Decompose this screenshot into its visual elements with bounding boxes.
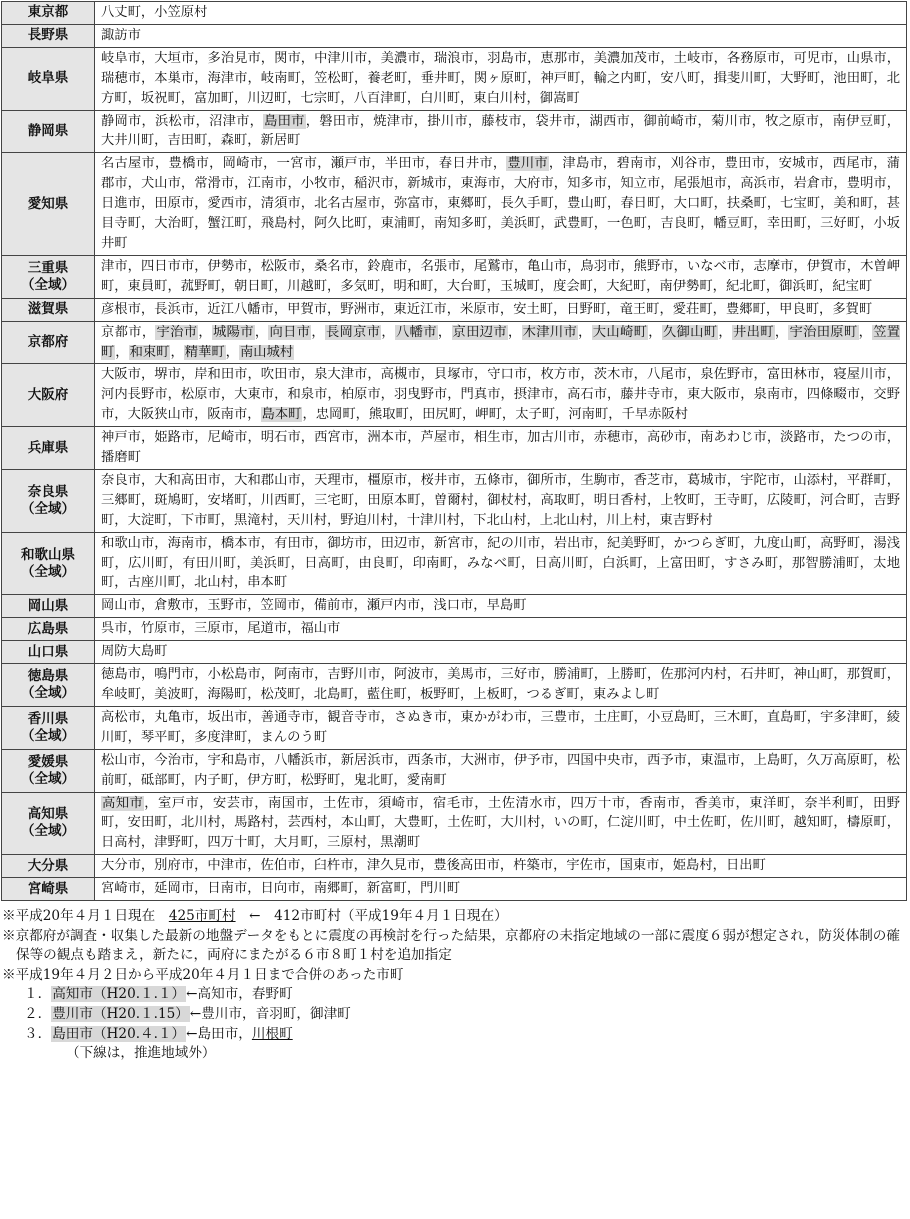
table-row — [2, 298, 907, 321]
municipality-list — [95, 153, 907, 256]
municipality-text: 高松市，丸亀市，坂出市，善通寺市，観音寺市，さぬき市，東かがわ市，三豊市，土庄町，小豆島町，三木町，直島町，宇多津町，綾川町，琴平町，多度津町，まんのう町 — [101, 709, 900, 745]
highlighted-municipality: 木津川市 — [522, 324, 578, 340]
table-row — [2, 595, 907, 618]
municipality-text: 岡山市，倉敷市，玉野市，笠岡市，備前市，瀬戸内市，浅口市，早島町 — [101, 598, 527, 614]
municipality-list — [95, 664, 907, 707]
note-mergers-heading: ※平成19年４月２日から平成20年４月１日まで合併のあった市町 — [2, 966, 404, 983]
municipality-text: ， — [578, 324, 592, 340]
highlighted-municipality: 精華町 — [184, 344, 225, 360]
table-row — [2, 153, 907, 256]
note-count-current: 425市町村 — [168, 908, 236, 924]
prefecture-name — [2, 255, 95, 298]
prefecture-scope: （全域） — [21, 685, 75, 701]
municipality-list — [95, 855, 907, 878]
municipality-list — [95, 618, 907, 641]
municipality-list — [95, 749, 907, 792]
municipality-text: 神戸市，姫路市，尼崎市，明石市，西宮市，洲本市，芦屋市，相生市，加古川市，赤穂市，高砂市，南あわじ市，淡路市，たつの市，播磨町 — [101, 430, 900, 466]
merger-city: 豊川市（H20.１.15） — [52, 1005, 189, 1022]
table-row — [2, 255, 907, 298]
prefecture-label: 徳島県 — [27, 668, 69, 684]
municipality-text: 八丈町，小笠原村 — [101, 5, 208, 20]
municipality-list — [95, 641, 907, 664]
prefecture-name — [2, 298, 95, 321]
municipality-list — [95, 47, 907, 110]
prefecture-label: 高知県 — [27, 806, 69, 823]
municipality-list — [95, 24, 907, 47]
table-row — [2, 427, 907, 470]
table-row — [2, 706, 907, 749]
table-row — [2, 641, 907, 664]
municipality-text: ， — [648, 324, 662, 340]
prefecture-name — [2, 24, 95, 47]
table-row — [2, 749, 907, 792]
prefecture-name — [2, 855, 95, 878]
table-row — [2, 47, 907, 110]
prefecture-name — [2, 532, 95, 595]
prefecture-label: 愛媛県 — [27, 753, 69, 770]
municipality-text: 呉市，竹原市，三原市，尾道市，福山市 — [101, 621, 341, 637]
table-row — [2, 321, 907, 364]
municipality-text: ， — [311, 324, 325, 340]
highlighted-municipality: 大山崎町 — [592, 324, 648, 340]
prefecture-label: 山口県 — [27, 643, 69, 660]
prefecture-label: 長野県 — [27, 27, 69, 44]
prefecture-name — [2, 469, 95, 532]
table-row — [2, 469, 907, 532]
highlighted-municipality: 豊川市 — [507, 156, 548, 172]
prefecture-scope: （全域） — [21, 563, 75, 580]
prefecture-name — [2, 110, 95, 153]
highlighted-municipality: 京田辺市 — [452, 324, 508, 340]
notes-section — [2, 907, 906, 1064]
highlighted-municipality: 笠置町 — [101, 324, 901, 360]
highlighted-municipality: 和束町 — [129, 344, 170, 360]
prefecture-label: 兵庫県 — [27, 439, 69, 456]
municipality-list — [95, 255, 907, 298]
prefecture-label: 京都府 — [27, 334, 69, 350]
prefecture-name — [2, 878, 95, 901]
municipality-text: ， — [381, 324, 396, 340]
municipality-list — [95, 792, 907, 855]
prefecture-name — [2, 792, 95, 855]
prefecture-label: 岐阜県 — [27, 70, 69, 87]
municipality-list — [95, 110, 907, 153]
merger-item: １．高知市（H20.１.１）←高知市，春野町 — [24, 986, 293, 1003]
table-row — [2, 2, 907, 25]
prefecture-label: 東京都 — [27, 4, 69, 21]
prefecture-scope: （全域） — [21, 770, 75, 787]
municipality-text: ， — [718, 324, 732, 340]
prefecture-name — [2, 618, 95, 641]
municipality-list — [95, 706, 907, 749]
municipality-text: 周防大島町 — [101, 644, 168, 660]
prefecture-label: 愛知県 — [27, 195, 69, 212]
municipality-text: 大分市，別府市，中津市，佐伯市，臼杵市，津久見市，豊後高田市，杵築市，宇佐市，国東市，姫島村，日出町 — [101, 858, 766, 874]
prefecture-label: 宮崎県 — [27, 880, 69, 897]
municipality-list — [95, 427, 907, 470]
prefecture-label: 奈良県 — [27, 483, 69, 500]
municipality-text: ， — [254, 324, 269, 340]
municipality-text: 京都市， — [101, 324, 156, 340]
municipality-text: ，忠岡町，熊取町，田尻町，岬町，太子町，河南町，千早赤阪村 — [302, 407, 689, 423]
municipality-text: 静岡市，浜松市，沼津市， — [101, 113, 264, 129]
municipality-text: ，津島市，碧南市，刈谷市，豊田市，安城市，西尾市，蒲郡市，犬山市，常滑市，江南市，小牧市，稲沢市，新城市，東海市，大府市，知多市，知立市，尾張旭市，高浜市，岩倉市，豊明市，日進市，田原市，愛西市，清須市，北名古屋市，弥富市，東郷町，長久手町，豊山町，春日町，大口町，扶桑町，七宝町，美和町，甚目寺町，大治町，蟹江町，飛島村，阿久比町，東浦町，南知多町，美浜町，武豊町，一色町，吉良町，幡豆町，幸田町，三好町，小坂井町 — [101, 156, 901, 251]
highlighted-municipality: 八幡市 — [396, 324, 437, 340]
note-kyoto: ※京都府が調査・収集した最新の地盤データをもとに震度の再検討を行った結果，京都府の未指定地域の一部に震度６弱が想定され，防災体制の確保等の観点も踏まえ，新たに，両府にまたがる６市８町１村を追加指定 — [2, 927, 900, 964]
municipality-text: 宮崎市，延岡市，日南市，日向市，南郷町，新富町，門川町 — [101, 881, 461, 897]
prefecture-name — [2, 321, 95, 364]
prefecture-name — [2, 595, 95, 618]
note-count-previous: ← 412市町村（平成19年４月１日現在） — [235, 908, 508, 924]
prefecture-name — [2, 749, 95, 792]
municipality-list — [95, 469, 907, 532]
prefecture-label: 静岡県 — [27, 122, 69, 139]
table-row — [2, 532, 907, 595]
table-row — [2, 855, 907, 878]
merger-city: 島田市（H20.４.１） — [52, 1025, 186, 1042]
prefecture-label: 和歌山県 — [21, 546, 75, 563]
highlighted-municipality: 南山城村 — [239, 344, 294, 360]
municipality-text: 徳島市，鳴門市，小松島市，阿南市，吉野川市，阿波市，美馬市，三好市，勝浦町，上勝町，佐那河内村，石井町，神山町，那賀町，牟岐町，美波町，海陽町，松茂町，北島町，藍住町，板野町，上板町，つるぎ町，東みよし町 — [101, 667, 900, 702]
table-row — [2, 364, 907, 427]
prefecture-label: 広島県 — [27, 620, 69, 637]
highlighted-municipality: 久御山町 — [662, 324, 718, 340]
highlighted-municipality: 島本町 — [261, 407, 302, 423]
municipality-list — [95, 321, 907, 364]
municipality-text: 松山市，今治市，宇和島市，八幡浜市，新居浜市，西条市，大洲市，伊予市，四国中央市，西予市，東温市，上島町，久万高原町，松前町，砥部町，内子町，伊方町，松野町，鬼北町，愛南町 — [101, 752, 900, 788]
prefecture-name — [2, 706, 95, 749]
table-body — [2, 2, 907, 901]
municipality-text: ， — [858, 324, 873, 340]
table-row — [2, 618, 907, 641]
table-row — [2, 664, 907, 707]
highlighted-municipality: 宇治田原町 — [789, 324, 858, 340]
municipality-text: ， — [225, 344, 239, 360]
merger-item: ３．島田市（H20.４.１）←島田市，川根町 — [24, 1025, 293, 1042]
municipality-text: 津市，四日市市，伊勢市，松阪市，桑名市，鈴鹿市，名張市，尾鷲市，亀山市，鳥羽市，熊野市，いなべ市，志摩市，伊賀市，木曽岬町，東員町，菰野町，朝日町，川越町，多気町，明和町，大台町，玉城町，度会町，大紀町，南伊勢町，紀北町，御浜町，紀宝町 — [101, 258, 900, 294]
merger-underlined-town: 川根町 — [251, 1025, 293, 1042]
municipality-list — [95, 364, 907, 427]
municipality-list — [95, 2, 907, 25]
municipality-text: ，磐田市，焼津市，掛川市，藤枝市，袋井市，湖西市，御前崎市，菊川市，牧之原市，南伊豆町，大井川町，吉田町，森町，新居町 — [101, 113, 901, 149]
municipality-text: 岐阜市，大垣市，多治見市，関市，中津川市，美濃市，瑞浪市，羽島市，恵那市，美濃加茂市，土岐市，各務原市，可児市，山県市，瑞穂市，本巣市，海津市，岐南町，笠松町，養老町，垂井町，関ヶ原町，神戸町，輪之内町，安八町，揖斐川町，大野町，池田町，北方町，坂祝町，富加町，川辺町，七宗町，八百津町，白川町，東白川村，御嵩町 — [101, 50, 900, 106]
prefecture-name — [2, 641, 95, 664]
municipality-text: ， — [437, 324, 452, 340]
prefecture-name — [2, 47, 95, 110]
prefecture-label: 香川県 — [27, 710, 69, 727]
prefecture-scope: （全域） — [21, 500, 75, 517]
municipality-text: ， — [508, 324, 522, 340]
note-footnote: （下線は，推進地域外） — [66, 1045, 216, 1062]
merger-city: 高知市（H20.１.１） — [52, 986, 186, 1003]
municipality-list — [95, 532, 907, 595]
highlighted-municipality: 井出町 — [732, 324, 774, 340]
prefecture-municipality-table — [1, 1, 907, 901]
table-row — [2, 110, 907, 153]
municipality-text: 諏訪市 — [101, 27, 141, 43]
note-count-prefix: ※平成20年４月１日現在 — [2, 908, 169, 924]
prefecture-label: 岡山県 — [27, 597, 69, 614]
municipality-list — [95, 298, 907, 321]
note-count — [2, 907, 906, 927]
prefecture-label: 大阪府 — [27, 386, 69, 403]
municipality-list — [95, 878, 907, 901]
prefecture-scope: （全域） — [21, 823, 75, 840]
municipality-list — [95, 595, 907, 618]
prefecture-name — [2, 364, 95, 427]
municipality-text: 名古屋市，豊橋市，岡崎市，一宮市，瀬戸市，半田市，春日井市， — [101, 156, 507, 172]
municipality-text: 和歌山市，海南市，橋本市，有田市，御坊市，田辺市，新宮市，紀の川市，岩出市，紀美野町，かつらぎ町，九度山町，高野町，湯浅町，広川町，有田川町，美浜町，日高町，由良町，印南町，みなべ町，日高川町，白浜町，上富田町，すさみ町，那智勝浦町，太地町，古座川町，北山村，串本町 — [101, 535, 900, 591]
highlighted-municipality: 島田市 — [264, 113, 305, 129]
prefecture-label: 三重県 — [27, 259, 69, 276]
municipality-text: 彦根市，長浜市，近江八幡市，甲賀市，野洲市，東近江市，米原市，安土町，日野町，竜王町，愛荘町，豊郷町，甲良町，多賀町 — [101, 301, 873, 317]
table-row — [2, 792, 907, 855]
municipality-text: ， — [115, 344, 129, 360]
highlighted-municipality: 城陽市 — [212, 324, 254, 340]
municipality-text: ， — [774, 324, 789, 340]
prefecture-name — [2, 427, 95, 470]
highlighted-municipality: 高知市 — [102, 795, 144, 811]
table-row — [2, 24, 907, 47]
table-row — [2, 878, 907, 901]
prefecture-scope: （全域） — [21, 727, 75, 744]
prefecture-label: 大分県 — [27, 857, 69, 874]
municipality-text: 奈良市，大和高田市，大和郡山市，天理市，橿原市，桜井市，五條市，御所市，生駒市，香芝市，葛城市，宇陀市，山添村，平群町，三郷町，斑鳩町，安堵町，川西町，三宅町，田原本町，曽爾村，御杖村，高取町，明日香村，上牧町，王寺町，広陵町，河合町，吉野町，大淀町，下市町，黒滝村，天川村，野迫川村，十津川村，下北山村，上北山村，川上村，東吉野村 — [101, 472, 900, 528]
highlighted-municipality: 向日市 — [269, 324, 311, 340]
prefecture-name — [2, 664, 95, 707]
municipality-text: ， — [170, 344, 184, 360]
merger-item: ２．豊川市（H20.１.15）←豊川市，音羽町，御津町 — [24, 1005, 351, 1022]
highlighted-municipality: 長岡京市 — [325, 324, 381, 340]
municipality-text: ， — [198, 324, 212, 340]
municipality-text: 大阪市，堺市，岸和田市，吹田市，泉大津市，高槻市，貝塚市，守口市，枚方市，茨木市，八尾市，泉佐野市，富田林市，寝屋川市，河内長野市，松原市，大東市，和泉市，柏原市，羽曳野市，門真市，摂津市，高石市，藤井寺市，東大阪市，泉南市，四條畷市，交野市，大阪狭山市，阪南市， — [101, 367, 900, 423]
prefecture-name — [2, 2, 95, 25]
prefecture-name — [2, 153, 95, 256]
highlighted-municipality: 宇治市 — [156, 324, 198, 340]
prefecture-label: 滋賀県 — [27, 301, 69, 318]
municipality-text: ，室戸市，安芸市，南国市，土佐市，須崎市，宿毛市，土佐清水市，四万十市，香南市，香美市，東洋町，奈半利町，田野町，安田町，北川村，馬路村，芸西村，本山町，大豊町，土佐町，大川村，いの町，仁淀川町，中土佐町，佐川町，越知町，檮原町，日高村，津野町，四万十町，大月町，三原村，黒潮町 — [101, 795, 901, 851]
prefecture-scope: （全域） — [21, 276, 75, 293]
